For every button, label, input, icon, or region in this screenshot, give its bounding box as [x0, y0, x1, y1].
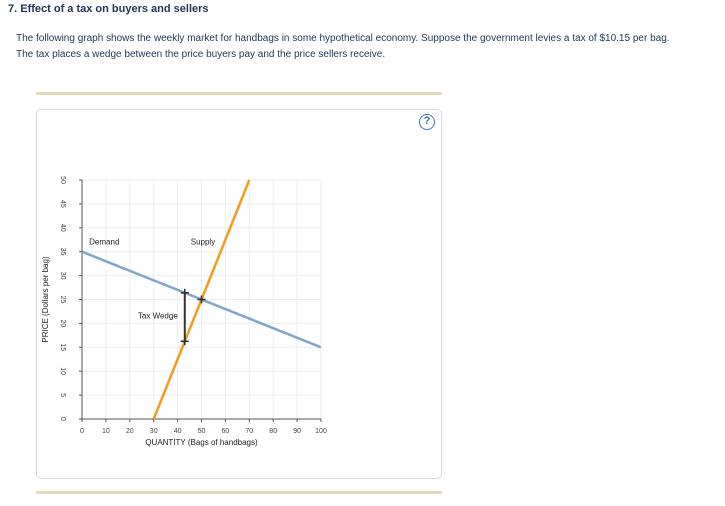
y-tick-label: 15: [59, 343, 67, 352]
y-tick-label: 10: [59, 367, 67, 376]
y-tick-label: 5: [59, 393, 67, 398]
x-tick-label: 90: [293, 428, 301, 435]
x-tick-label: 30: [149, 428, 158, 435]
x-tick-label: 10: [102, 428, 110, 435]
demand-label: Demand: [89, 237, 120, 247]
x-tick-label: 20: [125, 428, 134, 435]
x-tick-label: 40: [173, 428, 182, 435]
x-axis-label: QUANTITY (Bags of handbags): [145, 438, 258, 447]
supply-label: Supply: [190, 237, 216, 247]
y-tick-label: 20: [59, 319, 67, 328]
x-tick-label: 50: [197, 428, 206, 435]
y-tick-label: 45: [59, 200, 67, 208]
y-tick-label: 50: [59, 176, 67, 184]
x-tick-label: 80: [269, 428, 278, 435]
question-line-1: The following graph shows the weekly market for handbags in some hypothetical economy. Suppose the government levies a tax of $10.15 per bag.: [16, 33, 670, 44]
x-tick-label: 100: [315, 428, 327, 435]
y-tick-label: 0: [59, 417, 67, 421]
x-tick-label: 0: [80, 428, 84, 435]
question-line-2: The tax places a wedge between the price buyers pay and the price sellers receive.: [16, 49, 386, 60]
equilibrium-point: [198, 296, 206, 304]
x-tick-label: 70: [245, 428, 254, 435]
question-title: 7. Effect of a tax on buyers and sellers: [8, 3, 209, 15]
y-tick-label: 40: [59, 223, 67, 232]
wedge-top-handle[interactable]: [181, 289, 189, 297]
wedge-bottom-handle[interactable]: [181, 337, 189, 345]
chart-ticks: [59, 176, 327, 435]
y-tick-label: 35: [59, 247, 67, 256]
y-axis-label: PRICE (Dollars per bag): [41, 256, 50, 343]
y-tick-label: 30: [59, 271, 67, 280]
tax-wedge-label: Tax Wedge: [137, 311, 178, 321]
help-button[interactable]: ?: [419, 114, 435, 130]
y-tick-label: 25: [59, 295, 67, 304]
x-tick-label: 60: [221, 428, 230, 435]
